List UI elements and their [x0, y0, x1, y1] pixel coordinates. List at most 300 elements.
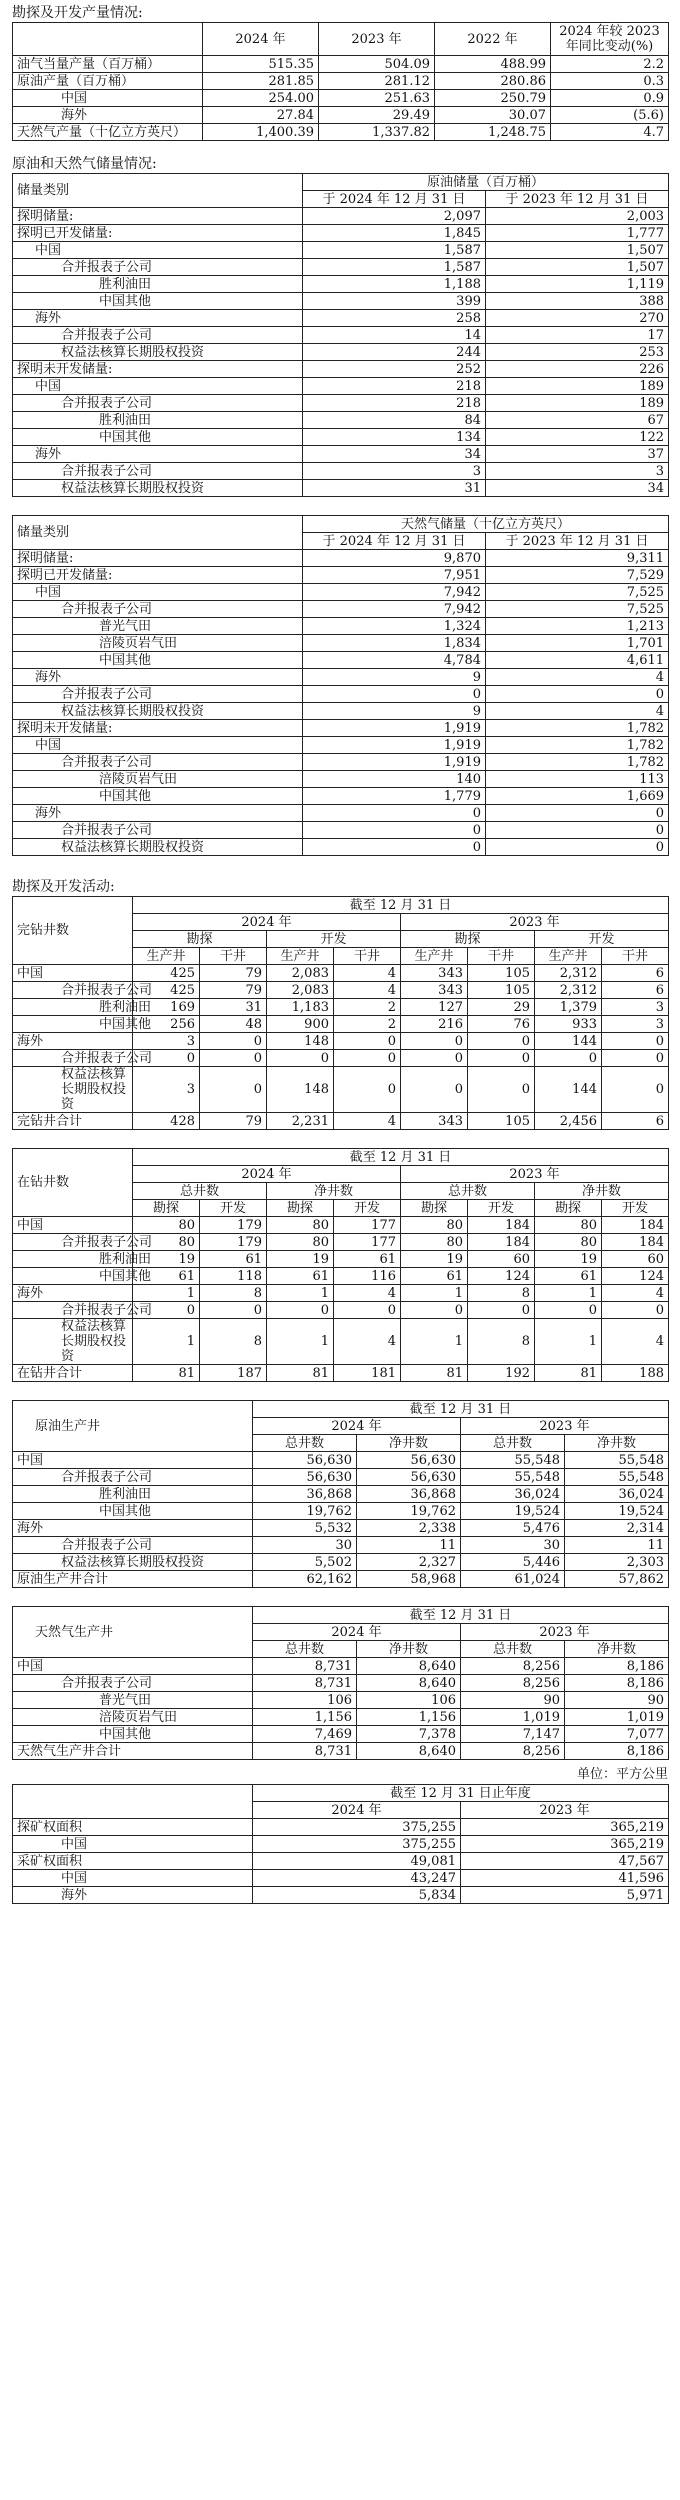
value-cell: 144 — [535, 1067, 602, 1113]
value-cell: 7,951 — [303, 567, 486, 584]
row-label: 合并报表子公司 — [13, 686, 303, 703]
value-cell: 226 — [486, 361, 669, 378]
gas-wells-col-label: 天然气生产井 — [13, 1607, 253, 1658]
drilling-wells-year-2024: 2024 年 — [133, 1166, 401, 1183]
value-cell: 80 — [535, 1234, 602, 1251]
row-label: 海外 — [13, 805, 303, 822]
sub-header-cell: 生产井 — [133, 948, 200, 965]
table-row — [13, 999, 669, 1016]
table-row — [13, 1726, 669, 1743]
drilling-wells-col-label: 在钻井数 — [13, 1149, 133, 1217]
value-cell: 504.09 — [319, 56, 435, 73]
value-cell: 17 — [486, 327, 669, 344]
gas-reserves-col-label: 储量类别 — [13, 516, 303, 550]
oil-wells-year-2024: 2024 年 — [253, 1418, 461, 1435]
table-row — [13, 601, 669, 618]
value-cell: 61 — [200, 1251, 267, 1268]
value-cell: 0 — [468, 1033, 535, 1050]
value-cell: 8 — [468, 1319, 535, 1365]
value-cell: 8,731 — [253, 1743, 357, 1760]
value-cell: 9,870 — [303, 550, 486, 567]
value-cell: 4.7 — [551, 124, 669, 141]
row-label: 胜利油田 — [13, 1251, 133, 1268]
value-cell: 105 — [468, 982, 535, 999]
value-cell: 184 — [602, 1217, 669, 1234]
sub-header-cell: 总井数 — [253, 1641, 357, 1658]
value-cell: 1,188 — [303, 276, 486, 293]
sub-header-cell: 开发 — [334, 1200, 401, 1217]
value-cell: 0 — [401, 1050, 468, 1067]
value-cell: 62,162 — [253, 1571, 357, 1588]
table-row — [13, 225, 669, 242]
value-cell: 2,303 — [565, 1554, 669, 1571]
drilling-wells-period: 截至 12 月 31 日 — [133, 1149, 669, 1166]
value-cell: 37 — [486, 446, 669, 463]
value-cell: 2.2 — [551, 56, 669, 73]
value-cell: 9 — [303, 669, 486, 686]
sub-header-cell: 生产井 — [535, 948, 602, 965]
value-cell: 0 — [334, 1067, 401, 1113]
acreage-table — [12, 1784, 669, 1904]
value-cell: 0 — [486, 686, 669, 703]
value-cell: 0 — [303, 686, 486, 703]
oil-reserves-col-label: 储量类别 — [13, 174, 303, 208]
oil-wells-col-label: 原油生产井 — [13, 1401, 253, 1452]
sub-header-cell: 开发 — [602, 1200, 669, 1217]
oil-reserves-table — [12, 173, 669, 497]
value-cell: 61 — [535, 1268, 602, 1285]
table-row — [13, 965, 669, 982]
table-row — [13, 1836, 669, 1853]
row-label: 合并报表子公司 — [13, 822, 303, 839]
value-cell: 124 — [468, 1268, 535, 1285]
row-label: 海外 — [13, 1033, 133, 1050]
drilling-wells-group: 总井数 — [133, 1183, 267, 1200]
value-cell: 124 — [602, 1268, 669, 1285]
value-cell: (5.6) — [551, 107, 669, 124]
value-cell: 6 — [602, 1113, 669, 1130]
value-cell: 67 — [486, 412, 669, 429]
value-cell: 0 — [535, 1302, 602, 1319]
value-cell: 8,256 — [461, 1675, 565, 1692]
gas-wells-period: 截至 12 月 31 日 — [253, 1607, 669, 1624]
value-cell: 27.84 — [203, 107, 319, 124]
table-row — [13, 720, 669, 737]
value-cell: 3 — [303, 463, 486, 480]
value-cell: 1 — [401, 1319, 468, 1365]
table-row — [13, 550, 669, 567]
value-cell: 1 — [133, 1319, 200, 1365]
value-cell: 177 — [334, 1217, 401, 1234]
table-row — [13, 327, 669, 344]
row-label: 探明已开发储量: — [13, 225, 303, 242]
value-cell: 105 — [468, 1113, 535, 1130]
value-cell: 31 — [303, 480, 486, 497]
value-cell: 281.85 — [203, 73, 319, 90]
row-label: 海外 — [13, 107, 203, 124]
value-cell: 7,378 — [357, 1726, 461, 1743]
value-cell: 177 — [334, 1234, 401, 1251]
value-cell: 81 — [401, 1365, 468, 1382]
row-label: 中国 — [13, 1836, 253, 1853]
value-cell: 0 — [200, 1302, 267, 1319]
value-cell: 79 — [200, 965, 267, 982]
table-row — [13, 1285, 669, 1302]
value-cell: 34 — [486, 480, 669, 497]
value-cell: 425 — [133, 982, 200, 999]
row-label: 完钻井合计 — [13, 1113, 133, 1130]
table-row — [13, 1554, 669, 1571]
value-cell: 2,312 — [535, 982, 602, 999]
value-cell: 0 — [468, 1302, 535, 1319]
row-label: 合并报表子公司 — [13, 327, 303, 344]
table-row — [13, 822, 669, 839]
value-cell: 1,782 — [486, 720, 669, 737]
sub-header-cell: 开发 — [200, 1200, 267, 1217]
value-cell: 2,327 — [357, 1554, 461, 1571]
table-row — [13, 686, 669, 703]
value-cell: 56,630 — [253, 1469, 357, 1486]
table-row — [13, 412, 669, 429]
row-label: 海外 — [13, 1285, 133, 1302]
value-cell: 188 — [602, 1365, 669, 1382]
value-cell: 81 — [267, 1365, 334, 1382]
value-cell: 216 — [401, 1016, 468, 1033]
value-cell: 250.79 — [435, 90, 551, 107]
row-label: 合并报表子公司 — [13, 601, 303, 618]
value-cell: 253 — [486, 344, 669, 361]
sub-header-cell: 勘探 — [535, 1200, 602, 1217]
table-row — [13, 1016, 669, 1033]
value-cell: 1,507 — [486, 242, 669, 259]
acreage-period: 截至 12 月 31 日止年度 — [253, 1785, 669, 1802]
value-cell: 8,186 — [565, 1658, 669, 1675]
value-cell: 1,337.82 — [319, 124, 435, 141]
row-label: 探明已开发储量: — [13, 567, 303, 584]
production-header-blank — [13, 23, 203, 56]
value-cell: 43,247 — [253, 1870, 461, 1887]
value-cell: 2,312 — [535, 965, 602, 982]
value-cell: 7,942 — [303, 584, 486, 601]
value-cell: 7,147 — [461, 1726, 565, 1743]
value-cell: 76 — [468, 1016, 535, 1033]
row-label: 中国其他 — [13, 1503, 253, 1520]
table-row — [13, 652, 669, 669]
value-cell: 61 — [401, 1268, 468, 1285]
value-cell: 8,186 — [565, 1743, 669, 1760]
value-cell: 0 — [486, 805, 669, 822]
row-label: 合并报表子公司 — [13, 259, 303, 276]
value-cell: 48 — [200, 1016, 267, 1033]
value-cell: 5,834 — [253, 1887, 461, 1904]
value-cell: 3 — [602, 1016, 669, 1033]
value-cell: 2,338 — [357, 1520, 461, 1537]
row-label: 权益法核算长期股权投资 — [13, 344, 303, 361]
value-cell: 56,630 — [357, 1469, 461, 1486]
value-cell: 140 — [303, 771, 486, 788]
value-cell: 1,834 — [303, 635, 486, 652]
value-cell: 0 — [200, 1033, 267, 1050]
value-cell: 1,507 — [486, 259, 669, 276]
value-cell: 0 — [401, 1033, 468, 1050]
table-row — [13, 1234, 669, 1251]
value-cell: 81 — [133, 1365, 200, 1382]
row-label: 海外 — [13, 1520, 253, 1537]
value-cell: 270 — [486, 310, 669, 327]
sub-header-cell: 总井数 — [461, 1435, 565, 1452]
production-header-2024: 2024 年 — [203, 23, 319, 56]
drilled-wells-group: 开发 — [267, 931, 401, 948]
value-cell: 49,081 — [253, 1853, 461, 1870]
value-cell: 19 — [267, 1251, 334, 1268]
value-cell: 47,567 — [461, 1853, 669, 1870]
value-cell: 8 — [468, 1285, 535, 1302]
value-cell: 84 — [303, 412, 486, 429]
table-row — [13, 90, 669, 107]
value-cell: 8,731 — [253, 1675, 357, 1692]
value-cell: 14 — [303, 327, 486, 344]
value-cell: 4 — [486, 669, 669, 686]
table-row — [13, 1050, 669, 1067]
table-row — [13, 429, 669, 446]
sub-header-cell: 开发 — [468, 1200, 535, 1217]
value-cell: 1,779 — [303, 788, 486, 805]
table-row — [13, 1268, 669, 1285]
value-cell: 90 — [565, 1692, 669, 1709]
value-cell: 0 — [267, 1050, 334, 1067]
value-cell: 11 — [565, 1537, 669, 1554]
value-cell: 0 — [401, 1067, 468, 1113]
value-cell: 9 — [303, 703, 486, 720]
value-cell: 106 — [253, 1692, 357, 1709]
value-cell: 2 — [334, 999, 401, 1016]
value-cell: 4 — [334, 965, 401, 982]
row-label: 海外 — [13, 310, 303, 327]
table-row — [13, 635, 669, 652]
value-cell: 2,003 — [486, 208, 669, 225]
value-cell: 60 — [602, 1251, 669, 1268]
value-cell: 515.35 — [203, 56, 319, 73]
production-body — [13, 56, 669, 141]
value-cell: 29 — [468, 999, 535, 1016]
value-cell: 19 — [401, 1251, 468, 1268]
row-label: 涪陵页岩气田 — [13, 635, 303, 652]
value-cell: 8,640 — [357, 1658, 461, 1675]
value-cell: 61 — [133, 1268, 200, 1285]
table-row — [13, 754, 669, 771]
value-cell: 19 — [535, 1251, 602, 1268]
production-section-title: 勘探及开发产量情况: — [12, 5, 143, 21]
table-row — [13, 293, 669, 310]
drilled-wells-period: 截至 12 月 31 日 — [133, 897, 669, 914]
value-cell: 258 — [303, 310, 486, 327]
row-label: 权益法核算长期股权投资 — [13, 1554, 253, 1571]
value-cell: 1,156 — [357, 1709, 461, 1726]
value-cell: 6 — [602, 965, 669, 982]
value-cell: 4 — [334, 1319, 401, 1365]
row-label: 中国 — [13, 737, 303, 754]
drilling-wells-table — [12, 1148, 669, 1382]
sub-header-cell: 净井数 — [357, 1435, 461, 1452]
table-row — [13, 1365, 669, 1382]
row-label: 中国其他 — [13, 293, 303, 310]
value-cell: 2,083 — [267, 982, 334, 999]
row-label: 涪陵页岩气田 — [13, 1709, 253, 1726]
value-cell: 0 — [602, 1033, 669, 1050]
value-cell: 80 — [535, 1217, 602, 1234]
table-row — [13, 788, 669, 805]
value-cell: 1,019 — [461, 1709, 565, 1726]
row-label: 海外 — [13, 446, 303, 463]
value-cell: 2,097 — [303, 208, 486, 225]
value-cell: 118 — [200, 1268, 267, 1285]
value-cell: 218 — [303, 378, 486, 395]
sub-header-cell: 总井数 — [253, 1435, 357, 1452]
value-cell: 1 — [535, 1285, 602, 1302]
drilled-wells-group: 勘探 — [133, 931, 267, 948]
value-cell: 55,548 — [461, 1452, 565, 1469]
value-cell: 4 — [486, 703, 669, 720]
row-label: 合并报表子公司 — [13, 1537, 253, 1554]
value-cell: 122 — [486, 429, 669, 446]
table-row — [13, 1571, 669, 1588]
sub-header-cell: 总井数 — [461, 1641, 565, 1658]
gas-wells-year-2024: 2024 年 — [253, 1624, 461, 1641]
value-cell: 1,379 — [535, 999, 602, 1016]
table-row — [13, 259, 669, 276]
production-header-change: 2024 年较 2023 年同比变动(%) — [551, 23, 669, 56]
value-cell: 11 — [357, 1537, 461, 1554]
value-cell: 2,456 — [535, 1113, 602, 1130]
table-row — [13, 1503, 669, 1520]
value-cell: 57,862 — [565, 1571, 669, 1588]
table-row — [13, 1067, 669, 1113]
value-cell: 36,024 — [565, 1486, 669, 1503]
table-row — [13, 395, 669, 412]
value-cell: 1,782 — [486, 754, 669, 771]
row-label: 涪陵页岩气田 — [13, 771, 303, 788]
value-cell: 58,968 — [357, 1571, 461, 1588]
table-row — [13, 839, 669, 856]
table-row — [13, 344, 669, 361]
value-cell: 252 — [303, 361, 486, 378]
gas-wells-body — [13, 1658, 669, 1760]
sub-header-cell: 生产井 — [267, 948, 334, 965]
table-row — [13, 805, 669, 822]
row-label: 权益法核算长期股权投资 — [13, 1319, 133, 1365]
value-cell: 192 — [468, 1365, 535, 1382]
value-cell: 56,630 — [253, 1452, 357, 1469]
row-label: 中国其他 — [13, 1016, 133, 1033]
drilling-wells-body — [13, 1217, 669, 1382]
table-row — [13, 1469, 669, 1486]
row-label: 中国 — [13, 1452, 253, 1469]
value-cell: 281.12 — [319, 73, 435, 90]
value-cell: 19 — [133, 1251, 200, 1268]
drilling-wells-group: 净井数 — [267, 1183, 401, 1200]
value-cell: 425 — [133, 965, 200, 982]
value-cell: 80 — [133, 1234, 200, 1251]
drilled-wells-group: 开发 — [535, 931, 669, 948]
sub-header-cell: 干井 — [602, 948, 669, 965]
value-cell: 428 — [133, 1113, 200, 1130]
value-cell: 0 — [267, 1302, 334, 1319]
value-cell: 0 — [200, 1067, 267, 1113]
table-row — [13, 1743, 669, 1760]
row-label: 在钻井合计 — [13, 1365, 133, 1382]
drilled-wells-year-2023: 2023 年 — [401, 914, 669, 931]
value-cell: 1,919 — [303, 720, 486, 737]
value-cell: 8,640 — [357, 1675, 461, 1692]
value-cell: 5,532 — [253, 1520, 357, 1537]
value-cell: 8,186 — [565, 1675, 669, 1692]
value-cell: 8,256 — [461, 1743, 565, 1760]
value-cell: 1,213 — [486, 618, 669, 635]
value-cell: 4,784 — [303, 652, 486, 669]
value-cell: 1,119 — [486, 276, 669, 293]
value-cell: 0.3 — [551, 73, 669, 90]
sub-header-cell: 干井 — [468, 948, 535, 965]
drilled-wells-year-2024: 2024 年 — [133, 914, 401, 931]
value-cell: 7,469 — [253, 1726, 357, 1743]
gas-reserves-date-2024: 于 2024 年 12 月 31 日 — [303, 533, 486, 550]
value-cell: 7,942 — [303, 601, 486, 618]
value-cell: 61 — [334, 1251, 401, 1268]
value-cell: 105 — [468, 965, 535, 982]
value-cell: 0 — [334, 1050, 401, 1067]
value-cell: 1,669 — [486, 788, 669, 805]
value-cell: 375,255 — [253, 1819, 461, 1836]
row-label: 合并报表子公司 — [13, 1050, 133, 1067]
value-cell: 0 — [486, 822, 669, 839]
value-cell: 1,587 — [303, 259, 486, 276]
table-row — [13, 1675, 669, 1692]
value-cell: 4,611 — [486, 652, 669, 669]
value-cell: 0 — [334, 1033, 401, 1050]
value-cell: 4 — [334, 1285, 401, 1302]
row-label: 合并报表子公司 — [13, 463, 303, 480]
value-cell: 0.9 — [551, 90, 669, 107]
value-cell: 90 — [461, 1692, 565, 1709]
value-cell: 8,640 — [357, 1743, 461, 1760]
row-label: 合并报表子公司 — [13, 1675, 253, 1692]
acreage-body — [13, 1819, 669, 1904]
table-row — [13, 567, 669, 584]
row-label: 探明未开发储量: — [13, 361, 303, 378]
value-cell: 3 — [133, 1033, 200, 1050]
value-cell: 1,019 — [565, 1709, 669, 1726]
table-row — [13, 310, 669, 327]
row-label: 合并报表子公司 — [13, 754, 303, 771]
drilling-wells-group: 净井数 — [535, 1183, 669, 1200]
drilling-wells-group: 总井数 — [401, 1183, 535, 1200]
value-cell: 0 — [535, 1050, 602, 1067]
value-cell: 5,476 — [461, 1520, 565, 1537]
value-cell: 61 — [267, 1268, 334, 1285]
table-row — [13, 1819, 669, 1836]
value-cell: 56,630 — [357, 1452, 461, 1469]
value-cell: 0 — [303, 805, 486, 822]
table-row — [13, 446, 669, 463]
table-row — [13, 480, 669, 497]
value-cell: 2 — [334, 1016, 401, 1033]
table-row — [13, 242, 669, 259]
value-cell: 2,083 — [267, 965, 334, 982]
value-cell: 31 — [200, 999, 267, 1016]
value-cell: 9,311 — [486, 550, 669, 567]
oil-reserves-date-2024: 于 2024 年 12 月 31 日 — [303, 191, 486, 208]
value-cell: 55,548 — [461, 1469, 565, 1486]
